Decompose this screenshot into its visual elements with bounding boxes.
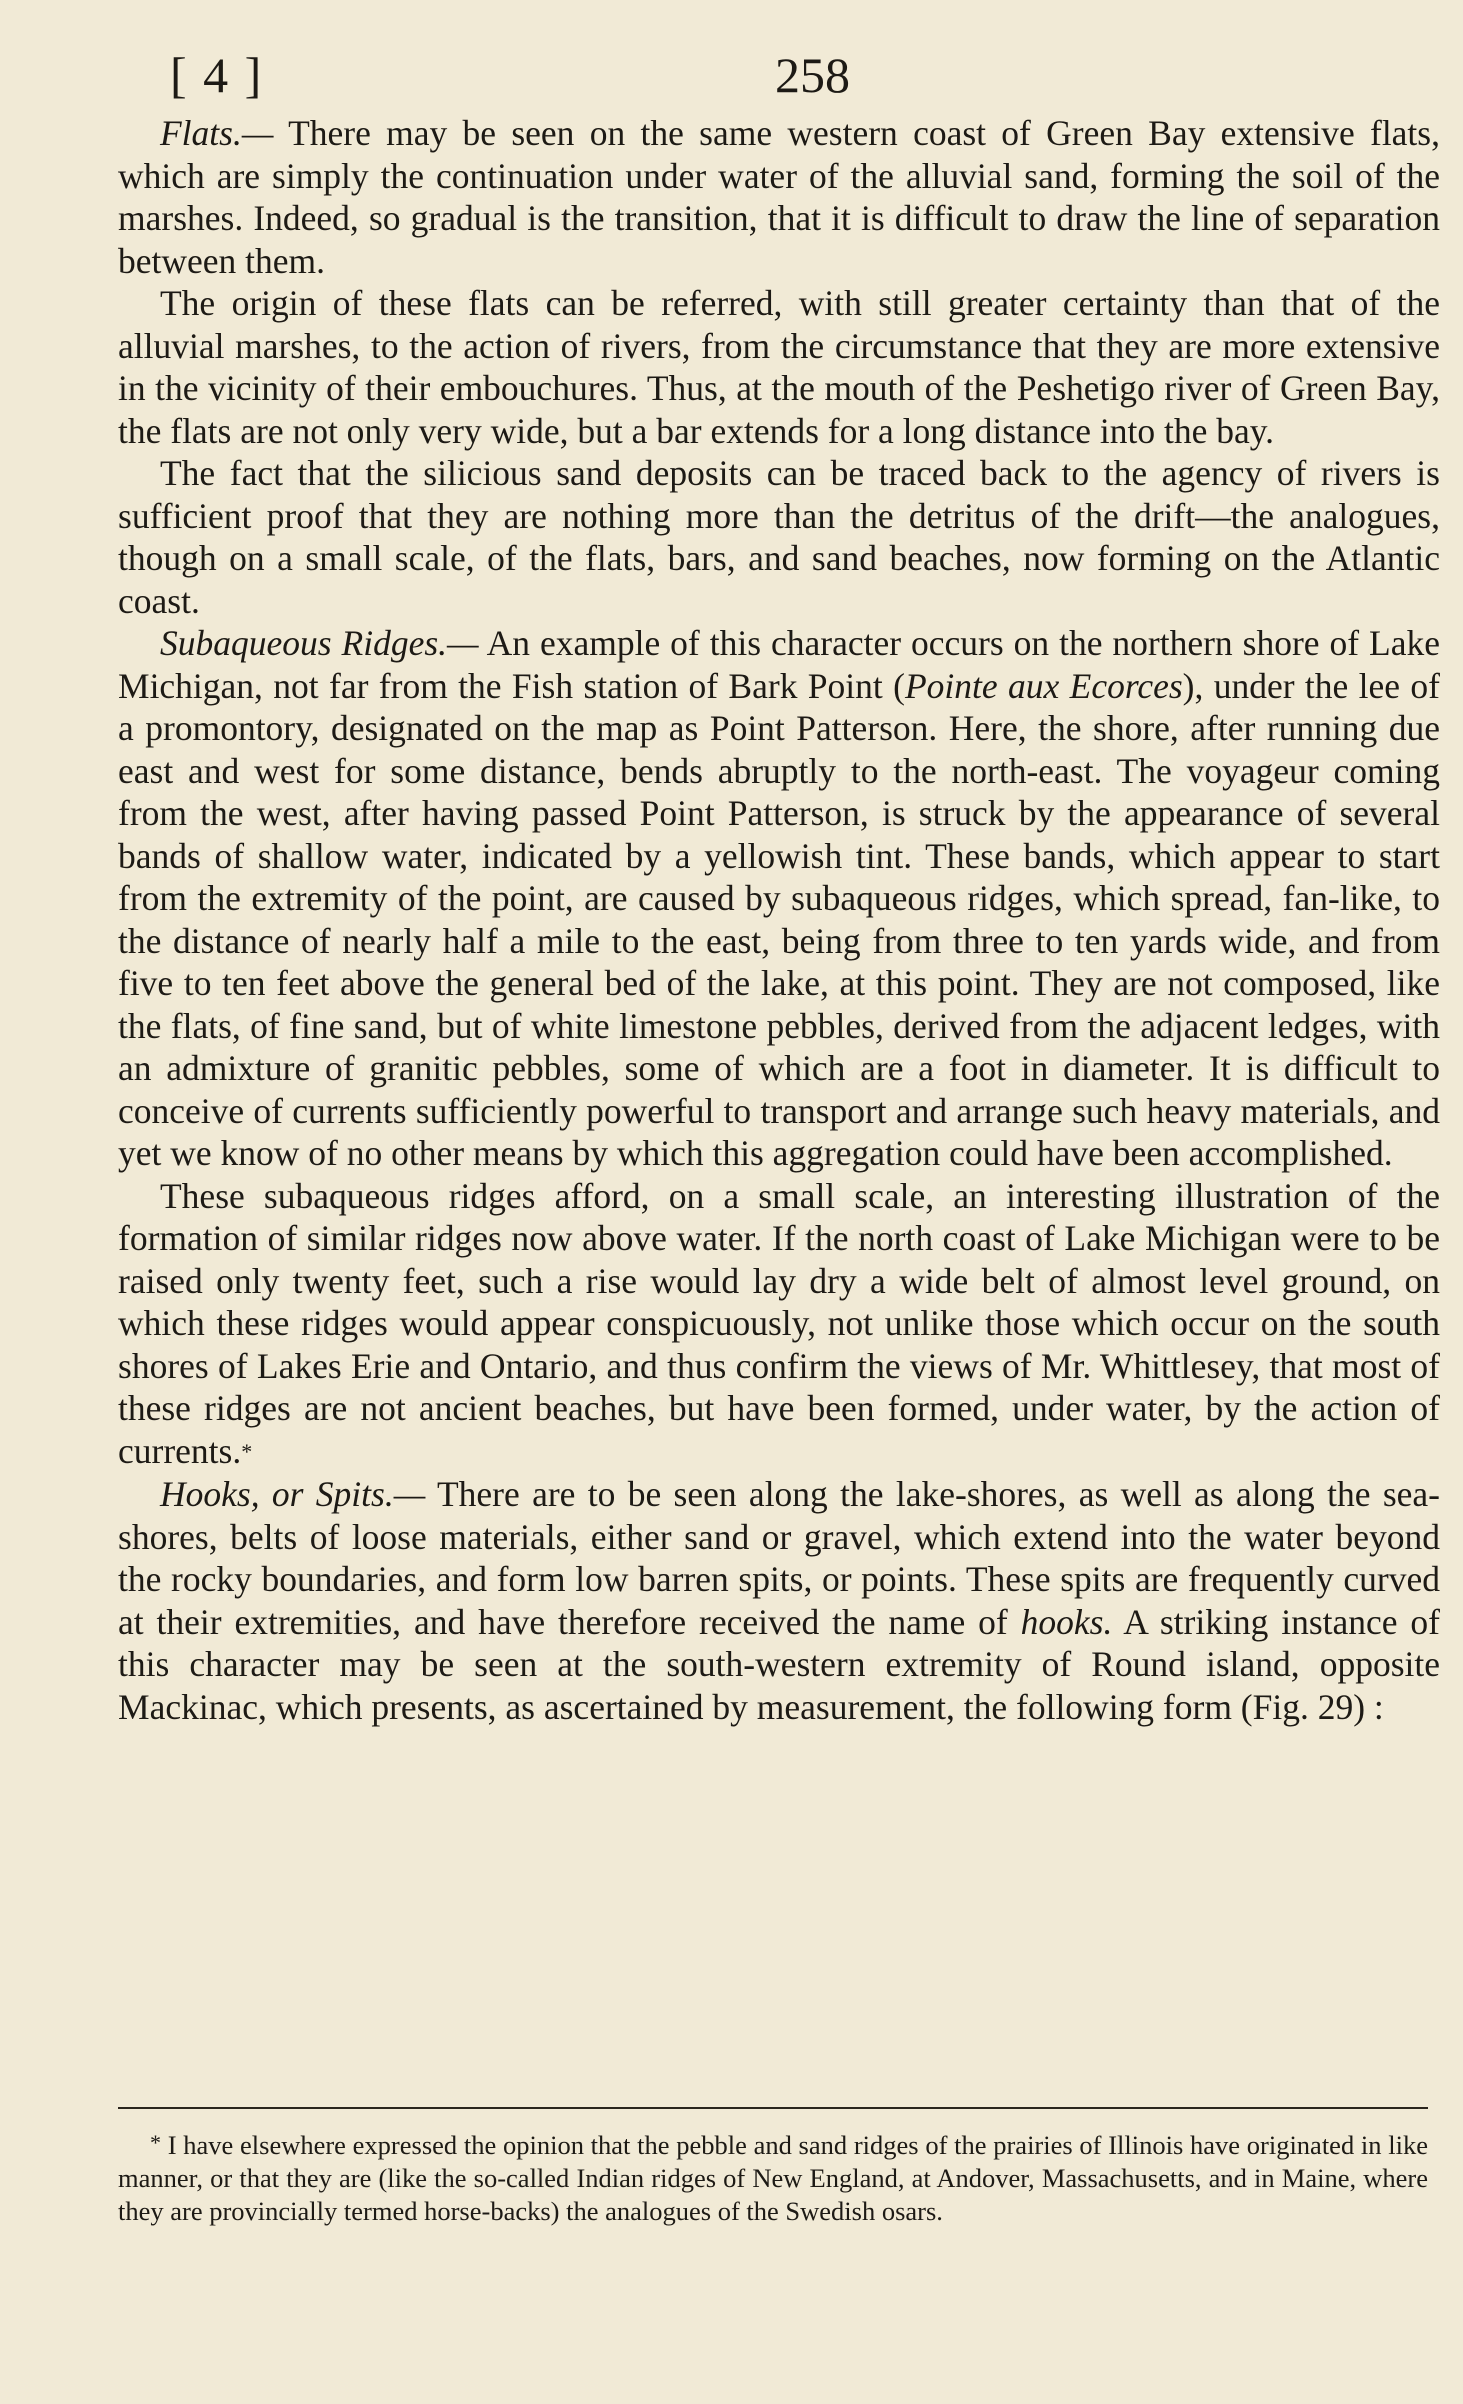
paragraph-text: These subaqueous ridges afford, on a small scale, an interesting illustration of the formation of similar ridges now above water. If the north coast of Lake Michigan were to be raised only twenty feet, such a rise would lay dry a wide belt of almost level ground, on which these ridges would appear conspicuously, not unlike those which occur on the south shores of Lakes Erie and Ontario, and thus confirm the views of Mr. Whittlesey, that most of these ridges are not ancient beaches, but have been formed, under water, by the action of currents.: [118, 1175, 1440, 1471]
paragraph-text: An example of this character occurs on the northern shore of Lake Michigan, not far from the Fish station of Bark Point (: [118, 623, 1440, 706]
paragraph-flats: [118, 112, 1440, 282]
run-in-heading-hooks-spits: Hooks, or Spits.—: [160, 1474, 426, 1514]
paragraph-text: The origin of these flats can be referred, with still greater certainty than that of the alluvial marshes, to the action of rivers, from the circumstance that they are more extensive in the vicinity of their embouchures. Thus, at the mouth of the Peshetigo river of Green Bay, the flats are not only very wide, but a bar extends for a long distance into the bay.: [118, 283, 1440, 451]
footnote-mark: *: [150, 2130, 161, 2155]
body-text: [118, 112, 1440, 1728]
paragraph-text: A striking instance of this character may be seen at the south-western extremity of Round island, opposite Mackinac, which presents, as ascertained by measurement, the following form (Fig. 29) :: [118, 1601, 1440, 1727]
paragraph-hooks-spits: [118, 1473, 1440, 1728]
paragraph-text: There are to be seen along the lake-shores, as well as along the sea-shores, belts of loose materials, either sand or gravel, which extend into the water beyond the rocky boundaries, and form low barren spits, or points. These spits are frequently curved at their extremities, and have therefore received the name of: [118, 1474, 1440, 1642]
section-number: [ 4 ]: [170, 47, 264, 103]
paragraph-text: ), under the lee of a promontory, designated on the map as Point Patterson. Here, the shore, after running due east and west for some distance, bends abruptly to the north-east. The voyageur coming from the west, after having passed Point Patterson, is struck by the appearance of several bands of shallow water, indicated by a yellowish tint. These bands, which appear to start from the extremity of the point, are caused by subaqueous ridges, which spread, fan-like, to the distance of nearly half a mile to the east, being from three to ten yards wide, and from five to ten feet above the general bed of the lake, at this point. They are not composed, like the flats, of fine sand, but of white limestone pebbles, derived from the adjacent ledges, with an admixture of granitic pebbles, some of which are a foot in diameter. It is difficult to conceive of currents sufficiently powerful to transport and arrange such heavy materials, and yet we know of no other means by which this aggregation could have been accomplished.: [118, 665, 1440, 1173]
paragraph-text: The fact that the silicious sand deposits can be traced back to the agency of rivers is sufficient proof that they are nothing more than the detritus of the drift—the analogues, though on a small scale, of the flats, bars, and sand beaches, now forming on the Atlantic coast.: [118, 453, 1440, 621]
page-number: 258: [775, 47, 850, 103]
italic-place-name: Pointe aux Ecorces: [904, 665, 1183, 706]
footnote: [118, 2126, 1428, 2228]
page-header: [170, 46, 1450, 106]
run-in-heading-flats: Flats.—: [160, 113, 274, 153]
paragraph-origin-of-flats: [118, 282, 1440, 452]
footnote-text: I have elsewhere expressed the opinion that the pebble and sand ridges of the prairies of Illinois have originated in like manner, or that they are (like the so-called Indian ridges of New England, at Andover, Massachusetts, and in Maine, where they are provincially termed horse-backs) the analogues of the Swedish osars.: [118, 2130, 1428, 2226]
footnote-divider: [118, 2107, 1428, 2109]
paragraph-silicious-sand: [118, 452, 1440, 622]
italic-term-hooks: hooks.: [1020, 1601, 1113, 1642]
paragraph-ridges-illustration: [118, 1175, 1440, 1474]
paragraph-subaqueous-ridges: [118, 622, 1440, 1175]
paragraph-text: There may be seen on the same western coast of Green Bay extensive flats, which are simply the continuation under water of the alluvial sand, forming the soil of the marshes. Indeed, so gradual is the transition, that it is difficult to draw the line of separation between them.: [118, 113, 1440, 281]
footnote-reference[interactable]: *: [241, 1438, 253, 1464]
run-in-heading-subaqueous-ridges: Subaqueous Ridges.—: [160, 623, 479, 663]
